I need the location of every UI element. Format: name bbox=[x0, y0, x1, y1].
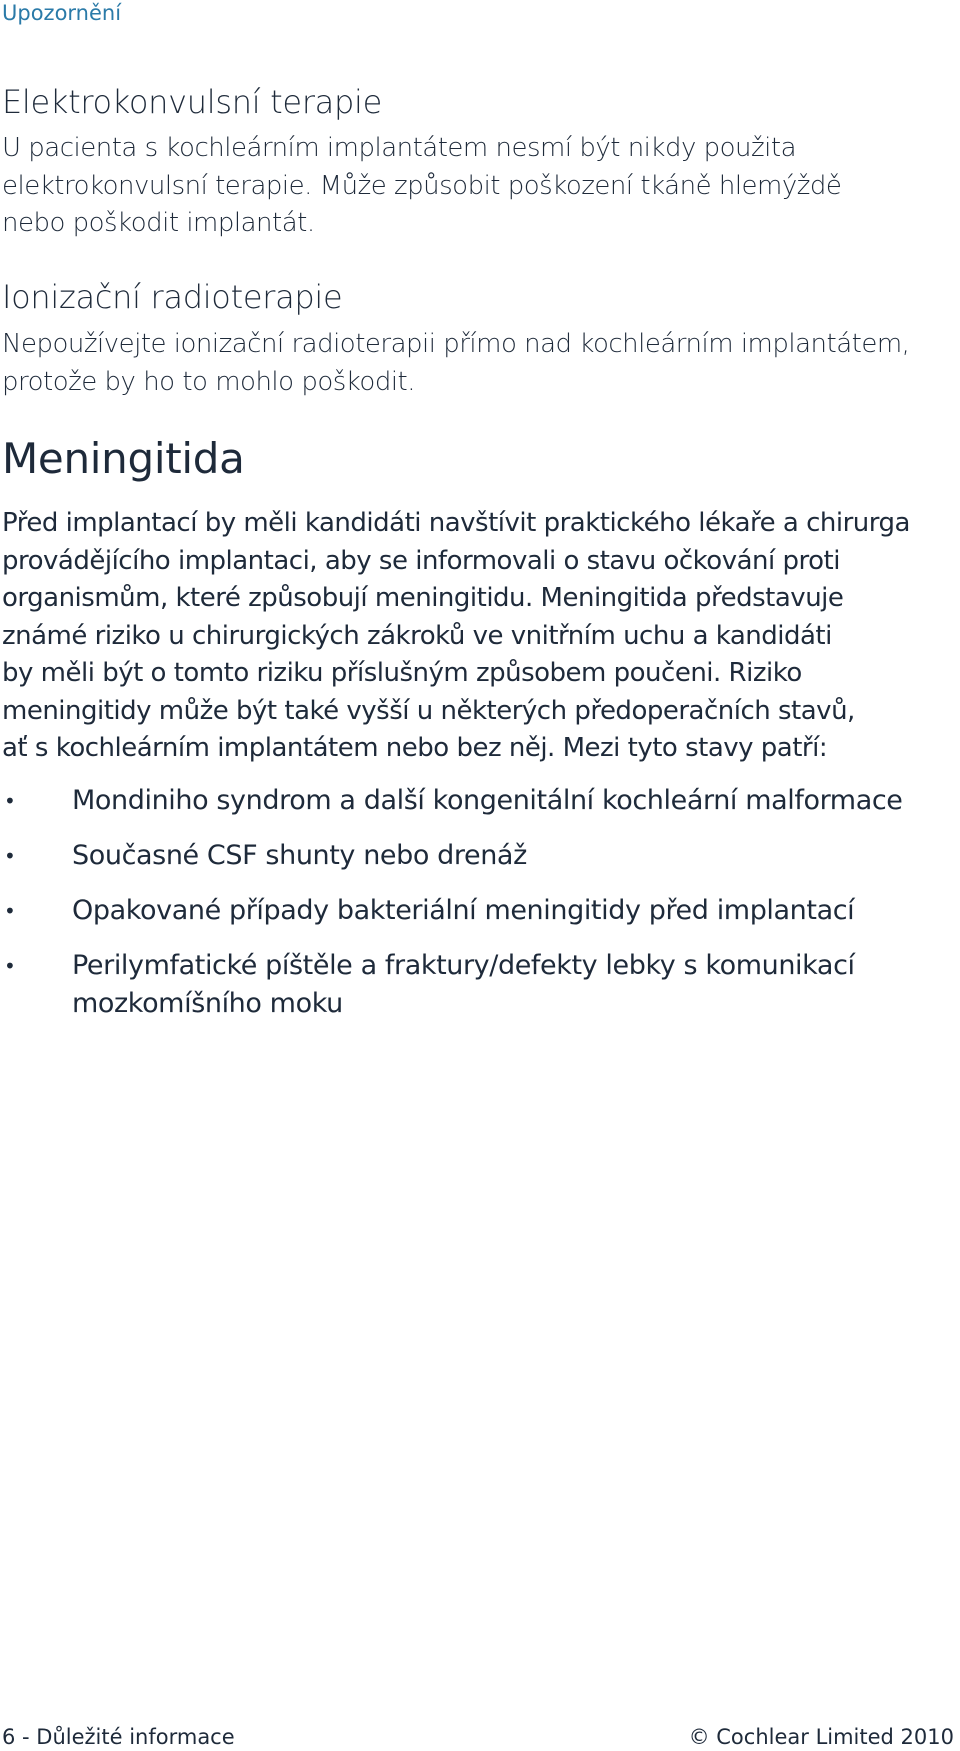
paragraph-line: Před implantací by měli kandidáti navštívit praktického lékaře a chirurga bbox=[2, 508, 910, 538]
paragraph-line: Nepoužívejte ionizační radioterapii přímo nad kochleárním implantátem, bbox=[2, 329, 910, 359]
paragraph-ect bbox=[2, 130, 958, 243]
paragraph-line: elektrokonvulsní terapie. Může způsobit poškození tkáně hlemýždě bbox=[2, 170, 842, 201]
list-item-line: Mondiniho syndrom a další kongenitální kochleární malformace bbox=[72, 785, 903, 816]
bullet-icon: • bbox=[4, 899, 16, 923]
bullet-icon: • bbox=[4, 844, 16, 868]
paragraph-line: nebo poškodit implantát. bbox=[2, 208, 315, 238]
paragraph-line: ať s kochleárním implantátem nebo bez něj. Mezi tyto stavy patří: bbox=[2, 733, 828, 763]
paragraph-line: organismům, které způsobují meningitidu. Meningitida představuje bbox=[2, 583, 844, 613]
paragraph-meningitis bbox=[2, 505, 958, 768]
footer-page-info: 6 - Důležité informace bbox=[2, 1725, 235, 1749]
list-item-text bbox=[72, 892, 960, 930]
paragraph-line: U pacienta s kochleárním implantátem nesmí být nikdy použita bbox=[2, 133, 797, 163]
list-item-text bbox=[72, 782, 960, 820]
paragraph-line: známé riziko u chirurgických zákroků ve vnitřním uchu a kandidáti bbox=[2, 620, 832, 651]
list-item-line: mozkomíšního moku bbox=[72, 988, 343, 1019]
paragraph-line: by měli být o tomto riziku příslušným způsobem poučeni. Riziko bbox=[2, 658, 802, 688]
list-item-text bbox=[72, 947, 960, 1023]
heading-radiotherapy: Ionizační radioterapie bbox=[2, 278, 343, 316]
list-item-line: Současné CSF shunty nebo drenáž bbox=[72, 840, 527, 871]
bullet-icon: • bbox=[4, 789, 16, 813]
bullet-icon: • bbox=[4, 954, 16, 978]
paragraph-radiotherapy bbox=[2, 326, 958, 401]
list-item bbox=[0, 892, 960, 930]
list-item bbox=[0, 837, 960, 875]
list-item-text bbox=[72, 837, 960, 875]
paragraph-line: meningitidy může být také vyšší u některých předoperačních stavů, bbox=[2, 695, 855, 726]
list-item-line: Perilymfatické píštěle a fraktury/defekty lebky s komunikací bbox=[72, 950, 855, 981]
section-label: Upozornění bbox=[2, 1, 122, 25]
paragraph-line: protože by ho to mohlo poškodit. bbox=[2, 366, 415, 397]
heading-meningitis: Meningitida bbox=[2, 434, 245, 483]
paragraph-line: provádějícího implantaci, aby se informovali o stavu očkování proti bbox=[2, 545, 840, 576]
list-item bbox=[0, 947, 960, 1023]
footer-copyright: © Cochlear Limited 2010 bbox=[688, 1725, 954, 1749]
risk-factor-list bbox=[0, 782, 960, 1040]
list-item-line: Opakované případy bakteriální meningitidy před implantací bbox=[72, 895, 855, 926]
heading-ect: Elektrokonvulsní terapie bbox=[2, 83, 382, 121]
list-item bbox=[0, 782, 960, 820]
